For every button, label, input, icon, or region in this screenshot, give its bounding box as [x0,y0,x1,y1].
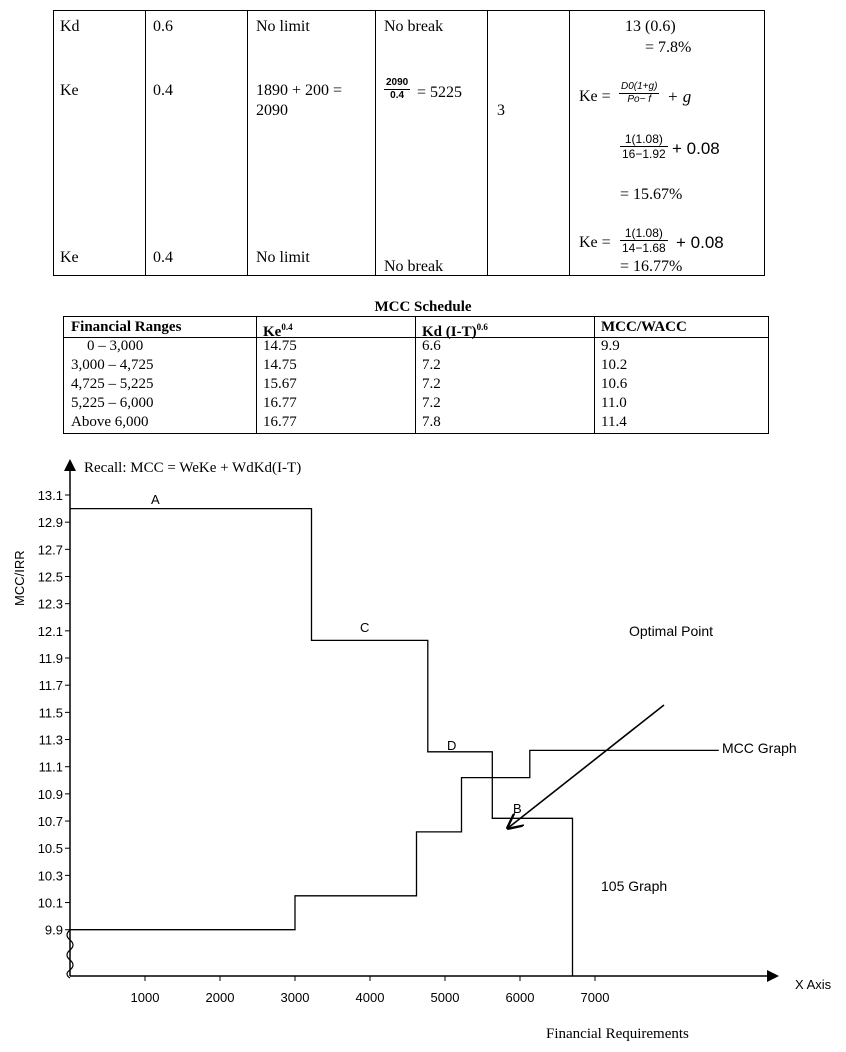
y-tick-label: 10.3 [37,868,63,884]
row1-cost-line1: 13 (0.6) [625,18,676,35]
row3-source: Ke [60,249,79,266]
y-tick-label: 12.9 [37,515,63,531]
y-tick-label: 12.1 [37,623,63,639]
series-layer [70,509,719,976]
cost-of-capital-table [53,10,765,276]
optimal-point-label: Optimal Point [629,623,714,639]
y-tick-label: 11.9 [38,651,63,667]
series-line-mcc-graph [70,750,719,929]
label-a: A [151,492,160,507]
mcc-irr-chart [0,450,846,1052]
header-financial-ranges: Financial Ranges [71,319,182,335]
label-b: B [513,801,522,816]
y-tick-label: 10.7 [37,814,63,830]
row1-cost-line2: = 7.8% [645,39,692,56]
ke-calc2-tail: + 0.08 [676,233,724,252]
row3-break: No break [384,258,444,275]
y-tick-label: 12.7 [37,542,63,558]
row1-break: No break [384,18,444,35]
row2-limit-line1: 1890 + 200 = [256,82,343,99]
header-mcc-wacc: MCC/WACC [601,319,687,335]
x-ticks [131,976,610,1005]
ke-calc1-fraction: $\frac{1(1.08)}{16-1.92}$ [622,132,666,161]
x-axis-label: X Axis [795,977,832,992]
105-graph-label: 105 Graph [601,878,668,894]
y-tick-label: 11.5 [38,705,63,721]
label-c: C [360,620,370,635]
header-kd: Kd $(I-T)^{0.6}$ [422,322,488,340]
x-tick-label: 2000 [205,990,235,1005]
y-tick-label: 12.3 [37,596,63,612]
row1-limit: No limit [256,18,310,35]
label-d: D [447,738,457,753]
row1-source: Kd [60,18,80,35]
y-axis-label: MCC/IRR [12,550,27,606]
ke-formula-tail: + g [667,87,692,106]
x-axis-title: Financial Requirements [546,1026,689,1042]
y-tick-label: 12.5 [37,569,63,585]
y-tick-label: 10.5 [37,841,63,857]
y-tick-label: 10.9 [37,786,63,802]
row2-weight: 0.4 [153,82,173,99]
ke-calc1-result: = 15.67% [620,186,683,203]
ke-calc1-tail: + 0.08 [672,139,720,158]
x-tick-label: 1000 [130,990,160,1005]
y-tick-label: 11.3 [38,732,63,748]
x-tick-label: 6000 [505,990,535,1005]
x-tick-label: 4000 [355,990,385,1005]
ke-calc2-result: = 16.77% [620,258,683,275]
ke-calc2-lhs: Ke = [579,234,611,251]
ke-calc2-fraction: $\frac{1(1.08)}{14-1.68}$ [622,226,666,255]
x-tick-label: 7000 [580,990,610,1005]
y-tick-label: 11.1 [38,759,63,775]
row2-break-result: = 5225 [417,84,463,101]
row2-col5: 3 [497,102,505,119]
mcc-schedule-title: MCC Schedule [374,299,472,315]
row2-source: Ke [60,82,79,99]
row2-limit-line2: 2090 [256,102,288,119]
row1-weight: 0.6 [153,18,173,35]
y-tick-label: 13.1 [37,488,63,503]
mcc-schedule-table: Financial Ranges $Ke^{0.4}$ Kd $(I-T)^{0.6}$ MCC/WACC 0 – 3,000 14.75 6.6 9.9 3,000 – 4,725 14.75 7.2 10.2 4,725 – 5,225 15.67 7.2 10.6 5,225 – 6,000 16.77 7.2 11.0 Above 6,000 16.77 7.8 11.4 [63,316,769,434]
header-ke: $Ke^{0.4}$ [263,322,293,340]
optimal-point-arrow [508,705,664,828]
row2-break-fraction: $\frac{2090}{0.4}$ [386,77,409,101]
row3-weight: 0.4 [153,249,173,266]
series-line-105-graph [70,509,573,976]
x-tick-label: 5000 [430,990,460,1005]
y-tick-label: 9.9 [44,922,63,938]
y-ticks [38,488,70,938]
y-tick-label: 10.1 [37,895,63,911]
x-tick-label: 3000 [280,990,310,1005]
y-tick-label: 11.7 [38,678,63,694]
mcc-graph-label: MCC Graph [722,740,797,756]
row3-limit: No limit [256,249,310,266]
chart-title: Recall: MCC = WeKe + WdKd(I-T) [84,460,302,476]
ke-formula-lhs: Ke = [579,88,611,105]
ke-formula-fraction: $\frac{D0(1+g)}{Po- f}$ [621,81,658,105]
